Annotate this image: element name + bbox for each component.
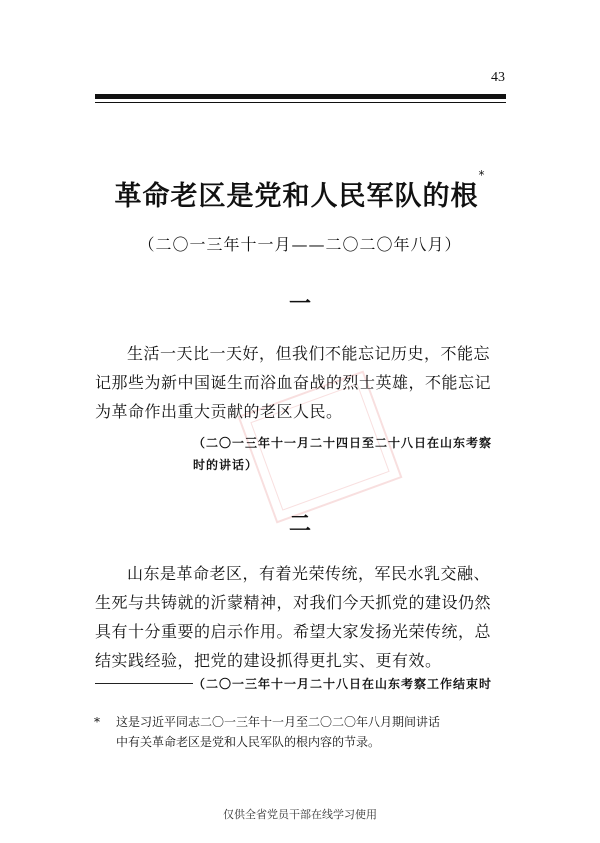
header-rule-thin [95, 102, 506, 103]
section-2-source-line: （二〇一三年十一月二十八日在山东考察工作结束时 [193, 677, 493, 691]
footnote-mark: * [94, 715, 100, 729]
footnote [94, 712, 516, 752]
title-text: 革命老区是党和人民军队的根 [114, 181, 479, 212]
section-2-source [193, 673, 511, 695]
section-2-paragraph [95, 559, 511, 675]
section-1-paragraph [95, 339, 511, 426]
section-1-numeral: 一 [288, 292, 311, 317]
date-range: （二〇一三年十一月——二〇二〇年八月） [138, 235, 462, 254]
section-2-numeral: 二 [288, 512, 311, 537]
section-1-line: 为革命作出重大贡献的老区人民。 [95, 402, 343, 421]
footnote-line: 中有关革命老区是党和人民军队的根内容的节录。 [116, 735, 381, 749]
section-2-line: 结实践经验，把党的建设抓得更扎实、更有效。 [95, 651, 442, 670]
title-footnote-mark: * [478, 168, 486, 182]
header-rule-thick [95, 94, 506, 99]
section-2-line: 生死与共铸就的沂蒙精神，对我们今天抓党的建设仍然 [95, 593, 492, 612]
section-1-source-line: 时的讲话） [193, 458, 259, 472]
section-1-source-line: （二〇一三年十一月二十四日至二十八日在山东考察 [193, 436, 493, 450]
section-1-line: 记那些为新中国诞生而浴血奋战的烈士英雄，不能忘记 [95, 373, 492, 392]
section-1-source [193, 432, 511, 476]
footnote-line: 这是习近平同志二〇一三年十一月至二〇二〇年八月期间讲话 [116, 715, 441, 729]
section-2-line: 具有十分重要的启示作用。希望大家发扬光荣传统，总 [95, 622, 492, 641]
section-1-line: 生活一天比一天好，但我们不能忘记历史，不能忘 [127, 344, 491, 363]
section-2-line: 山东是革命老区，有着光荣传统，军民水乳交融、 [127, 564, 491, 583]
page-number: 43 [491, 70, 505, 85]
page-title [0, 168, 600, 213]
footnote-rule [95, 683, 193, 684]
usage-notice: 仅供全省党员干部在线学习使用 [223, 808, 377, 821]
